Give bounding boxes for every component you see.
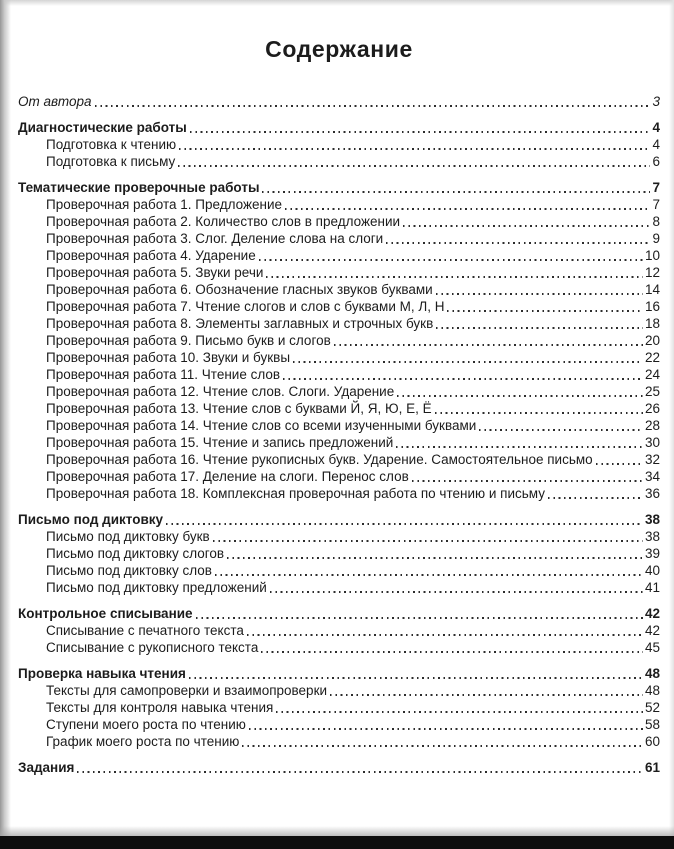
toc-page-number: 30 — [644, 435, 660, 450]
toc-row — [18, 93, 660, 110]
toc-row — [18, 298, 660, 315]
toc-dot-leader — [403, 225, 650, 227]
toc-label: Списывание с рукописного текста — [46, 640, 259, 655]
toc-label: Проверочная работа 9. Письмо букв и слогов — [46, 333, 331, 348]
toc-page-number: 7 — [652, 180, 660, 195]
toc-dot-leader — [249, 728, 643, 730]
toc-row — [18, 383, 660, 400]
toc-dot-leader — [259, 259, 643, 261]
toc-row — [18, 682, 660, 699]
scan-bottom-black-bar — [0, 836, 674, 849]
toc-label: Проверочная работа 3. Слог. Деление слова на слоги — [46, 231, 384, 246]
toc-row — [18, 579, 660, 596]
toc-row — [18, 665, 660, 682]
toc-label: Проверочная работа 14. Чтение слов со всеми изученными буквами — [46, 418, 477, 433]
toc-dot-leader — [548, 497, 643, 499]
toc-page-number: 45 — [644, 640, 660, 655]
toc-label: Проверочная работа 4. Ударение — [46, 248, 256, 263]
toc-label: Проверочная работа 12. Чтение слов. Слоги. Ударение — [46, 384, 395, 399]
toc-dot-leader — [330, 694, 643, 696]
toc-dot-leader — [479, 429, 643, 431]
toc-page-number: 48 — [644, 666, 660, 681]
toc-dot-leader — [242, 745, 643, 747]
toc-dot-leader — [283, 378, 643, 380]
toc-dot-leader — [285, 208, 650, 210]
toc-dot-leader — [396, 446, 643, 448]
toc-dot-leader — [270, 591, 643, 593]
toc-row — [18, 511, 660, 528]
toc-page-number: 52 — [644, 700, 660, 715]
toc-label: Подготовка к чтению — [46, 137, 177, 152]
toc-dot-leader — [261, 651, 643, 653]
toc-row — [18, 699, 660, 716]
toc-page-number: 18 — [644, 316, 660, 331]
toc-label: График моего роста по чтению — [46, 734, 240, 749]
toc-label: Письмо под диктовку предложений — [46, 580, 267, 595]
toc-label: Проверочная работа 17. Деление на слоги. Перенос слов — [46, 469, 409, 484]
toc-page-number: 4 — [652, 120, 660, 135]
toc-row — [18, 247, 660, 264]
toc-label: Тексты для самопроверки и взаимопроверки — [46, 683, 328, 698]
toc-dot-leader — [293, 361, 643, 363]
toc-dot-leader — [447, 310, 642, 312]
scan-top-edge — [0, 0, 674, 6]
toc-page-number: 16 — [644, 299, 660, 314]
toc-label: Проверочная работа 16. Чтение рукописных букв. Ударение. Самостоятельное письмо — [46, 452, 593, 467]
toc-label: Тексты для контроля навыка чтения — [46, 700, 274, 715]
toc-dot-leader — [596, 463, 643, 465]
toc-row — [18, 733, 660, 750]
toc-row — [18, 281, 660, 298]
toc-dot-leader — [196, 617, 643, 619]
toc-label: Диагностические работы — [18, 120, 187, 135]
toc-row — [18, 179, 660, 196]
toc-label: Письмо под диктовку букв — [46, 529, 210, 544]
toc-label: Проверочная работа 13. Чтение слов с буквами Й, Я, Ю, Е, Ё — [46, 401, 432, 416]
toc-dot-leader — [436, 327, 643, 329]
toc-page-number: 41 — [644, 580, 660, 595]
toc-dot-leader — [179, 148, 650, 150]
toc-row — [18, 759, 660, 776]
scan-bottom-shadow — [0, 826, 674, 836]
toc-page-number: 20 — [644, 333, 660, 348]
toc-page-number: 60 — [644, 734, 660, 749]
toc-row — [18, 230, 660, 247]
toc-dot-leader — [276, 711, 643, 713]
toc-dot-leader — [266, 276, 643, 278]
toc-dot-leader — [77, 771, 643, 773]
toc-label: Подготовка к письму — [46, 154, 176, 169]
toc-dot-leader — [189, 677, 643, 679]
toc-row — [18, 622, 660, 639]
toc-label: От автора — [18, 94, 92, 109]
toc-row — [18, 605, 660, 622]
toc-label: Письмо под диктовку — [18, 512, 164, 527]
toc-label: Списывание с печатного текста — [46, 623, 244, 638]
toc-page-number: 22 — [644, 350, 660, 365]
toc-page-number: 14 — [644, 282, 660, 297]
toc-row — [18, 213, 660, 230]
toc-row — [18, 366, 660, 383]
toc-row — [18, 196, 660, 213]
toc-dot-leader — [247, 634, 643, 636]
toc-page-number: 38 — [644, 529, 660, 544]
toc-label: Проверочная работа 7. Чтение слогов и слов с буквами М, Л, Н — [46, 299, 445, 314]
toc-row — [18, 349, 660, 366]
toc-page-number: 10 — [644, 248, 660, 263]
toc-row — [18, 417, 660, 434]
toc-row — [18, 153, 660, 170]
toc-dot-leader — [227, 557, 643, 559]
scan-right-edge — [669, 0, 674, 836]
toc-page-number: 6 — [652, 154, 660, 169]
toc-label: Тематические проверочные работы — [18, 180, 260, 195]
toc-row — [18, 332, 660, 349]
toc-row — [18, 434, 660, 451]
toc-row — [18, 639, 660, 656]
toc-page-number: 7 — [652, 197, 660, 212]
toc-page-number: 28 — [644, 418, 660, 433]
toc-dot-leader — [178, 165, 650, 167]
toc-page-number: 9 — [652, 231, 660, 246]
toc-dot-leader — [213, 540, 643, 542]
toc-dot-leader — [190, 131, 651, 133]
toc-row — [18, 315, 660, 332]
toc-label: Контрольное списывание — [18, 606, 193, 621]
toc-row — [18, 119, 660, 136]
toc-row — [18, 468, 660, 485]
page-title: Содержание — [265, 36, 413, 62]
toc-row — [18, 136, 660, 153]
toc-label: Проверочная работа 6. Обозначение гласных звуков буквами — [46, 282, 433, 297]
toc-label: Проверочная работа 10. Звуки и буквы — [46, 350, 291, 365]
scan-left-edge — [0, 0, 11, 836]
toc-label: Задания — [18, 760, 75, 775]
toc-page-number: 3 — [652, 94, 660, 109]
toc-page-number: 12 — [644, 265, 660, 280]
toc-label: Проверочная работа 2. Количество слов в предложении — [46, 214, 401, 229]
toc-label: Ступени моего роста по чтению — [46, 717, 246, 732]
toc-page-number: 42 — [644, 606, 660, 621]
toc-label: Проверочная работа 18. Комплексная проверочная работа по чтению и письму — [46, 486, 545, 501]
toc-page-number: 26 — [644, 401, 660, 416]
toc-row — [18, 528, 660, 545]
toc-row — [18, 545, 660, 562]
toc-row — [18, 264, 660, 281]
toc-page-number: 42 — [644, 623, 660, 638]
toc-label: Письмо под диктовку слогов — [46, 546, 225, 561]
toc-page-number: 40 — [644, 563, 660, 578]
toc-dot-leader — [262, 191, 650, 193]
toc-page-number: 58 — [644, 717, 660, 732]
toc-page-number: 38 — [644, 512, 660, 527]
toc-row — [18, 716, 660, 733]
toc-row — [18, 451, 660, 468]
toc-page-number: 61 — [644, 760, 660, 775]
toc-dot-leader — [435, 412, 643, 414]
toc-label: Письмо под диктовку слов — [46, 563, 212, 578]
toc-dot-leader — [95, 105, 651, 107]
toc-row — [18, 485, 660, 502]
toc-dot-leader — [412, 480, 643, 482]
toc-page-number: 8 — [652, 214, 660, 229]
toc-page-number: 39 — [644, 546, 660, 561]
toc-page-number: 36 — [644, 486, 660, 501]
toc-dot-leader — [334, 344, 643, 346]
toc-dot-leader — [436, 293, 643, 295]
toc-label: Проверочная работа 5. Звуки речи — [46, 265, 264, 280]
toc-label: Проверка навыка чтения — [18, 666, 186, 681]
toc-page-number: 25 — [644, 384, 660, 399]
toc-label: Проверочная работа 15. Чтение и запись предложений — [46, 435, 394, 450]
toc-label: Проверочная работа 8. Элементы заглавных и строчных букв — [46, 316, 434, 331]
toc-page-number: 32 — [644, 452, 660, 467]
toc-dot-leader — [397, 395, 643, 397]
toc-page-number: 24 — [644, 367, 660, 382]
toc-dot-leader — [166, 523, 643, 525]
toc-page-number: 4 — [652, 137, 660, 152]
toc-dot-leader — [386, 242, 650, 244]
toc-page-number: 48 — [644, 683, 660, 698]
toc-label: Проверочная работа 11. Чтение слов — [46, 367, 281, 382]
toc-list — [18, 93, 660, 776]
toc-dot-leader — [215, 574, 643, 576]
toc-row — [18, 400, 660, 417]
toc-label: Проверочная работа 1. Предложение — [46, 197, 283, 212]
toc-row — [18, 562, 660, 579]
page-content — [18, 30, 660, 776]
toc-page-number: 34 — [644, 469, 660, 484]
